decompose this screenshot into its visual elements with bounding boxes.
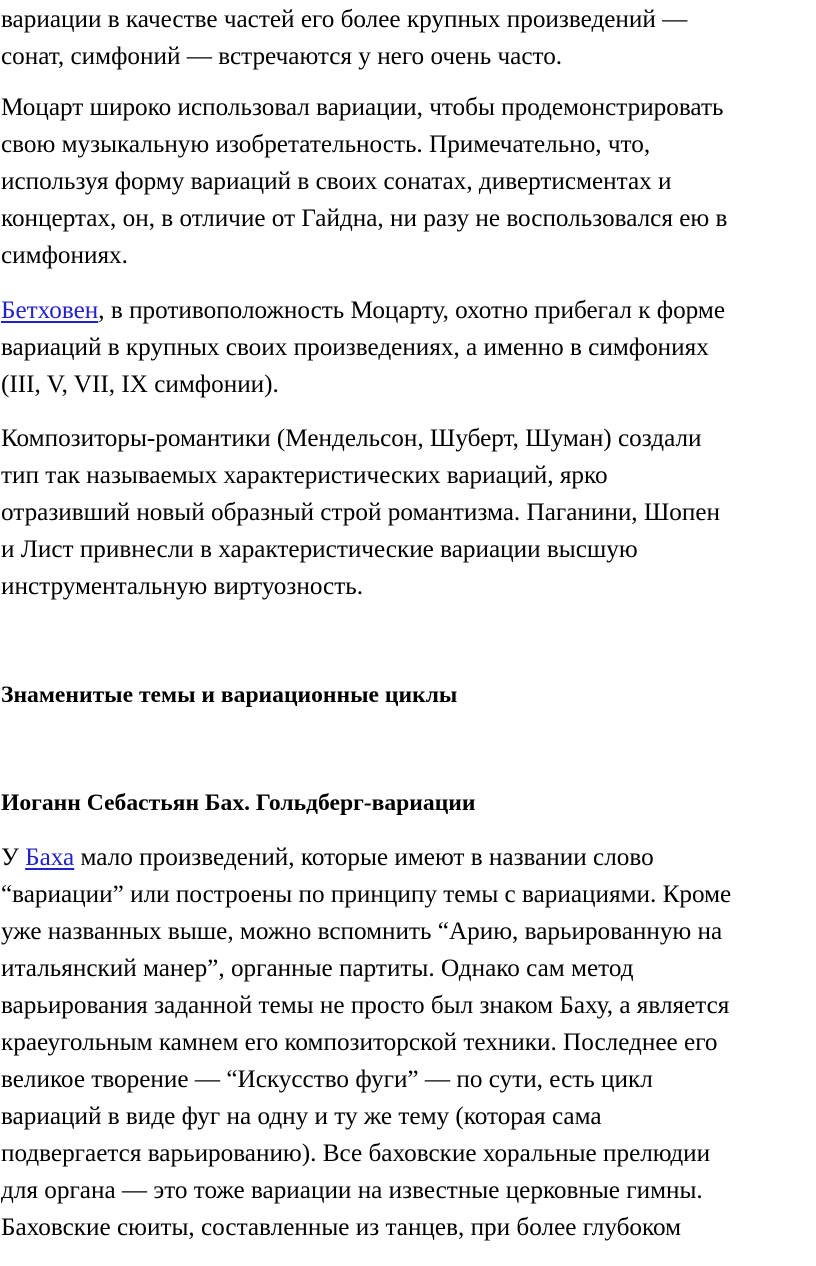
text-line: варьирования заданной темы не просто был знаком Баху, а является [1,992,730,1019]
text-line: Композиторы-романтики (Мендельсон, Шуберт, Шуман) создали [1,425,702,452]
text-segment: У [1,844,26,871]
text-line: концертах, он, в отличие от Гайдна, ни разу не воспользовался ею в [1,205,728,232]
text-line: вариаций в виде фуг на одну и ту же тему (которая сама [1,1103,602,1130]
paragraph-mozart [1,89,727,274]
text-line: свою музыкальную изобретательность. Примечательно, что, [1,131,651,158]
text-line: Баховские сюиты, составленные из танцев, при более глубоком [1,1214,682,1241]
beethoven-link[interactable]: Бетховен [1,297,99,324]
text-line: подвергается варьированию). Все баховские хоральные прелюдии [1,1140,711,1167]
text-line: краеугольным камнем его композиторской техники. Последнее его [1,1029,718,1056]
section-heading-famous-themes: Знаменитые темы и вариационные циклы [1,682,458,708]
section-heading-bach-goldberg: Иоганн Себастьян Бах. Гольдберг-вариации [1,790,476,816]
text-segment: , в противоположность Моцарту, охотно прибегал к форме [98,297,726,324]
paragraph-bach [1,839,731,1246]
text-line: сонат, симфоний — встречаются у него очень часто. [1,43,563,70]
text-line: “вариации” или построены по принципу темы с вариациями. Кроме [1,881,732,908]
text-line: великое творение — “Искусство фуги” — по сути, есть цикл [1,1066,653,1093]
text-line: тип так называемых характеристических вариаций, ярко [1,462,608,489]
text-line: отразивший новый образный строй романтизма. Паганини, Шопен [1,499,721,526]
text-segment: мало произведений, которые имеют в названии слово [74,844,654,871]
text-line: для органа — это тоже вариации на известные церковные гимны. [1,1177,703,1204]
paragraph-variations-intro [1,1,687,75]
paragraph-romantics [1,420,720,605]
text-line: инструментальную виртуозность. [1,573,364,600]
text-line: вариаций в крупных своих произведениях, а именно в симфониях [1,334,709,361]
text-line: (III, V, VII, IX симфонии). [1,371,279,398]
text-line: вариации в качестве частей его более крупных произведений — [1,6,688,33]
text-line: итальянский манер”, органные партиты. Однако сам метод [1,955,634,982]
bach-link[interactable]: Баха [25,844,75,871]
text-line [1,292,725,329]
text-line: уже названных выше, можно вспомнить “Арию, варьированную на [1,918,723,945]
text-line: используя форму вариаций в своих сонатах, дивертисментах и [1,168,672,195]
text-line: и Лист привнесли в характеристические вариации высшую [1,536,638,563]
paragraph-beethoven [1,292,725,403]
text-line [1,839,731,876]
text-line: Моцарт широко использовал вариации, чтобы продемонстрировать [1,94,724,121]
text-line: симфониях. [1,242,128,269]
